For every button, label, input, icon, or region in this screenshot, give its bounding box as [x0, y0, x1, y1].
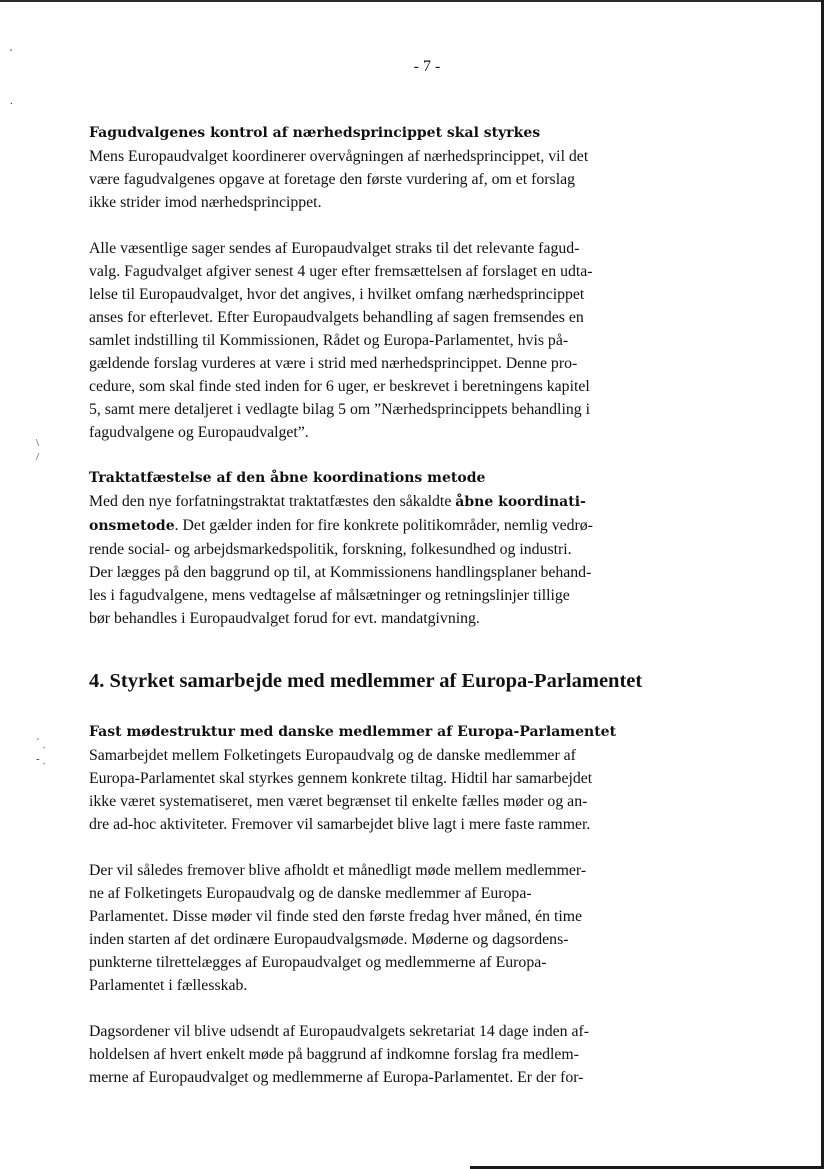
scan-speck: ' — [10, 47, 12, 59]
scan-edge-top — [0, 0, 824, 2]
paragraph — [89, 237, 634, 444]
subheading-meeting-structure: Fast mødestruktur med danske medlemmer af Europa-Parlamentet — [89, 724, 617, 740]
text-line: merne af Europaudvalget og medlemmerne af Europa-Parlamentet. Er der for- — [89, 1069, 584, 1086]
paragraph — [89, 859, 634, 997]
text-run: . Det gælder inden for fire konkrete politikområder, nemlig vedrø- — [174, 517, 593, 534]
text-line: punkterne tilrettelægges af Europaudvalget og medlemmerne af Europa- — [89, 954, 547, 971]
scan-speck: ´ ˎ — [36, 737, 47, 749]
text-line: dre ad-hoc aktiviteter. Fremover vil samarbejdet blive lagt i mere faste rammer. — [89, 816, 591, 833]
text-line: Parlamentet. Disse møder vil finde sted den første fredag hver måned, én time — [89, 908, 583, 925]
bold-term: åbne koordinati- — [455, 494, 586, 510]
text-line: være fagudvalgenes opgave at foretage den første vurdering af, om et forslag — [89, 171, 576, 188]
text-line: fagudvalgene og Europaudvalget”. — [89, 424, 309, 441]
scan-speck: - ˏ — [36, 753, 47, 765]
paragraph — [89, 490, 634, 630]
scan-speck: \ — [36, 437, 40, 449]
text-line: Europa-Parlamentet skal styrkes gennem konkrete tiltag. Hidtil har samarbejdet — [89, 770, 593, 787]
scan-speck: . — [10, 95, 13, 107]
text-line: bør behandles i Europaudvalget forud for evt. mandatgivning. — [89, 610, 480, 627]
paragraph — [89, 1020, 634, 1089]
text-line: Dagsordener vil blive udsendt af Europaudvalgets sekretariat 14 dage inden af- — [89, 1023, 590, 1040]
subheading-subsidiarity: Fagudvalgenes kontrol af nærhedsprincippet skal styrkes — [89, 125, 541, 141]
text-line: Mens Europaudvalget koordinerer overvågningen af nærhedsprincippet, vil det — [89, 148, 589, 165]
text-line: Alle væsentlige sager sendes af Europaudvalget straks til det relevante fagud- — [89, 240, 580, 257]
text-line: gældende forslag vurderes at være i strid med nærhedsprincippet. Denne pro- — [89, 355, 578, 372]
text-line: 5, samt mere detaljeret i vedlagte bilag 5 om ”Nærhedsprincippets behandling i — [89, 401, 590, 418]
text-line: anses for efterlevet. Efter Europaudvalgets behandling af sagen fremsendes en — [89, 309, 584, 326]
text-line — [89, 514, 634, 538]
text-line: holdelsen af hvert enkelt møde på baggrund af indkomne forslag fra medlem- — [89, 1046, 579, 1063]
text-line — [89, 490, 634, 514]
paragraph — [89, 744, 634, 836]
text-line: rende social- og arbejdsmarkedspolitik, forskning, folkesundhed og industri. — [89, 541, 572, 558]
text-line: ikke strider imod nærhedsprincippet. — [89, 194, 322, 211]
text-line: Samarbejdet mellem Folketingets Europaudvalg og de danske medlemmer af — [89, 747, 576, 764]
subheading-open-coordination: Traktatfæstelse af den åbne koordinations metode — [89, 470, 486, 486]
scan-speck: / — [36, 451, 40, 463]
text-run: Med den nye forfatningstraktat traktatfæstes den såkaldte — [89, 493, 456, 510]
text-line: ne af Folketingets Europaudvalg og de danske medlemmer af Europa- — [89, 885, 532, 902]
bold-term: onsmetode — [89, 518, 175, 534]
section-title: 4. Styrket samarbejde med medlemmer af Europa-Parlamentet — [89, 670, 643, 692]
text-line: inden starten af det ordinære Europaudvalgsmøde. Møderne og dagsordens- — [89, 931, 569, 948]
paragraph — [89, 145, 634, 214]
text-line: lelse til Europaudvalget, hvor det angives, i hvilket omfang nærhedsprincippet — [89, 286, 585, 303]
text-line: ikke været systematiseret, men været begrænset til enkelte fælles møder og an- — [89, 793, 588, 810]
page-number: - 7 - — [413, 58, 441, 75]
document-body — [89, 122, 643, 1089]
text-line: Der lægges på den baggrund op til, at Kommissionens handlingsplaner behand- — [89, 564, 592, 581]
text-line: valg. Fagudvalget afgiver senest 4 uger efter fremsættelsen af forslaget en udta- — [89, 263, 593, 280]
text-line: samlet indstilling til Kommissionen, Rådet og Europa-Parlamentet, hvis på- — [89, 332, 569, 349]
text-line: Der vil således fremover blive afholdt et månedligt møde mellem medlemmer- — [89, 862, 587, 879]
text-line: les i fagudvalgene, mens vedtagelse af målsætninger og retningslinjer tillige — [89, 587, 570, 604]
text-line: Parlamentet i fællesskab. — [89, 977, 248, 994]
text-line: cedure, som skal finde sted inden for 6 uger, er beskrevet i beretningens kapitel — [89, 378, 590, 395]
